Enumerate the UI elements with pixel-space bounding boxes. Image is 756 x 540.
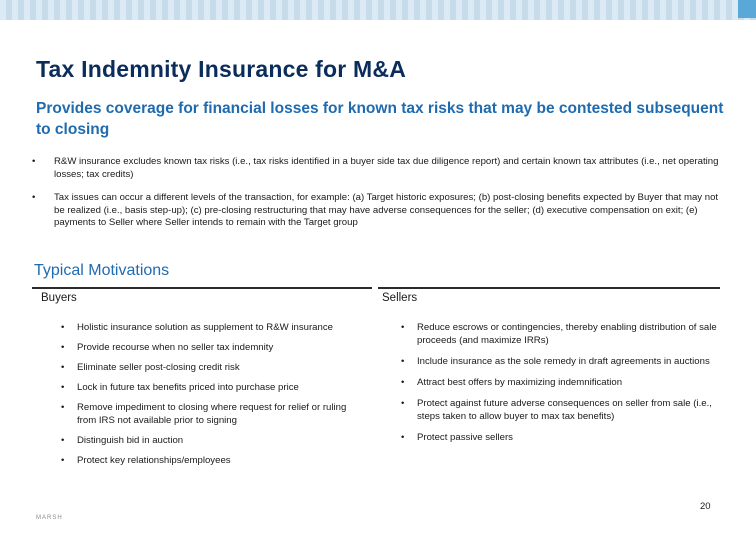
sellers-list-item: • Reduce escrows or contingencies, thereby enabling distribution of sale proceeds (and maximize IRRs)	[401, 321, 721, 347]
sellers-list	[401, 321, 721, 452]
buyers-divider	[32, 287, 372, 289]
sellers-header: Sellers	[382, 292, 418, 304]
sellers-list-item: • Include insurance as the sole remedy in draft agreements in auctions	[401, 355, 721, 368]
page-number: 20	[700, 501, 711, 512]
decorative-header-stripe	[0, 0, 756, 20]
intro-bullet-list	[32, 156, 727, 241]
sellers-list-item: • Protect against future adverse consequences on seller from sale (i.e., steps taken to allow buyer to max tax benefits)	[401, 397, 721, 423]
buyers-header: Buyers	[41, 292, 77, 304]
buyers-list-item: • Lock in future tax benefits priced into purchase price	[61, 381, 366, 394]
slide-subtitle: Provides coverage for financial losses for known tax risks that may be contested subsequent to closing	[36, 100, 724, 138]
intro-bullet: • R&W insurance excludes known tax risks (i.e., tax risks identified in a buyer side tax due diligence report) and certain known tax attributes (i.e., net operating losses; tax credits)	[32, 156, 727, 181]
buyers-list	[61, 321, 366, 474]
buyers-list-item: • Holistic insurance solution as supplement to R&W insurance	[61, 321, 366, 334]
slide-title: Tax Indemnity Insurance for M&A	[36, 56, 406, 82]
sellers-list-item: • Attract best offers by maximizing indemnification	[401, 376, 721, 389]
sellers-divider	[378, 287, 720, 289]
corner-accent	[738, 0, 756, 18]
buyers-list-item: • Provide recourse when no seller tax indemnity	[61, 341, 366, 354]
buyers-list-item: • Protect key relationships/employees	[61, 454, 366, 467]
section-heading: Typical Motivations	[34, 262, 170, 279]
buyers-list-item: • Remove impediment to closing where request for relief or ruling from IRS not available prior to signing	[61, 401, 366, 427]
company-logo: MARSH	[36, 515, 63, 521]
buyers-list-item: • Distinguish bid in auction	[61, 434, 366, 447]
intro-bullet: • Tax issues can occur a different levels of the transaction, for example: (a) Target historic exposures; (b) post-closing benefits expected by Buyer that may not be realized (i.e., basis step-up); (c) pre-closing restructuring that may have adverse consequences for the seller; (d) executive compensation on exit; (e) payments to Seller where Seller intends to remain with the Target group	[32, 192, 727, 230]
sellers-list-item: • Protect passive sellers	[401, 431, 721, 444]
buyers-list-item: • Eliminate seller post-closing credit risk	[61, 361, 366, 374]
